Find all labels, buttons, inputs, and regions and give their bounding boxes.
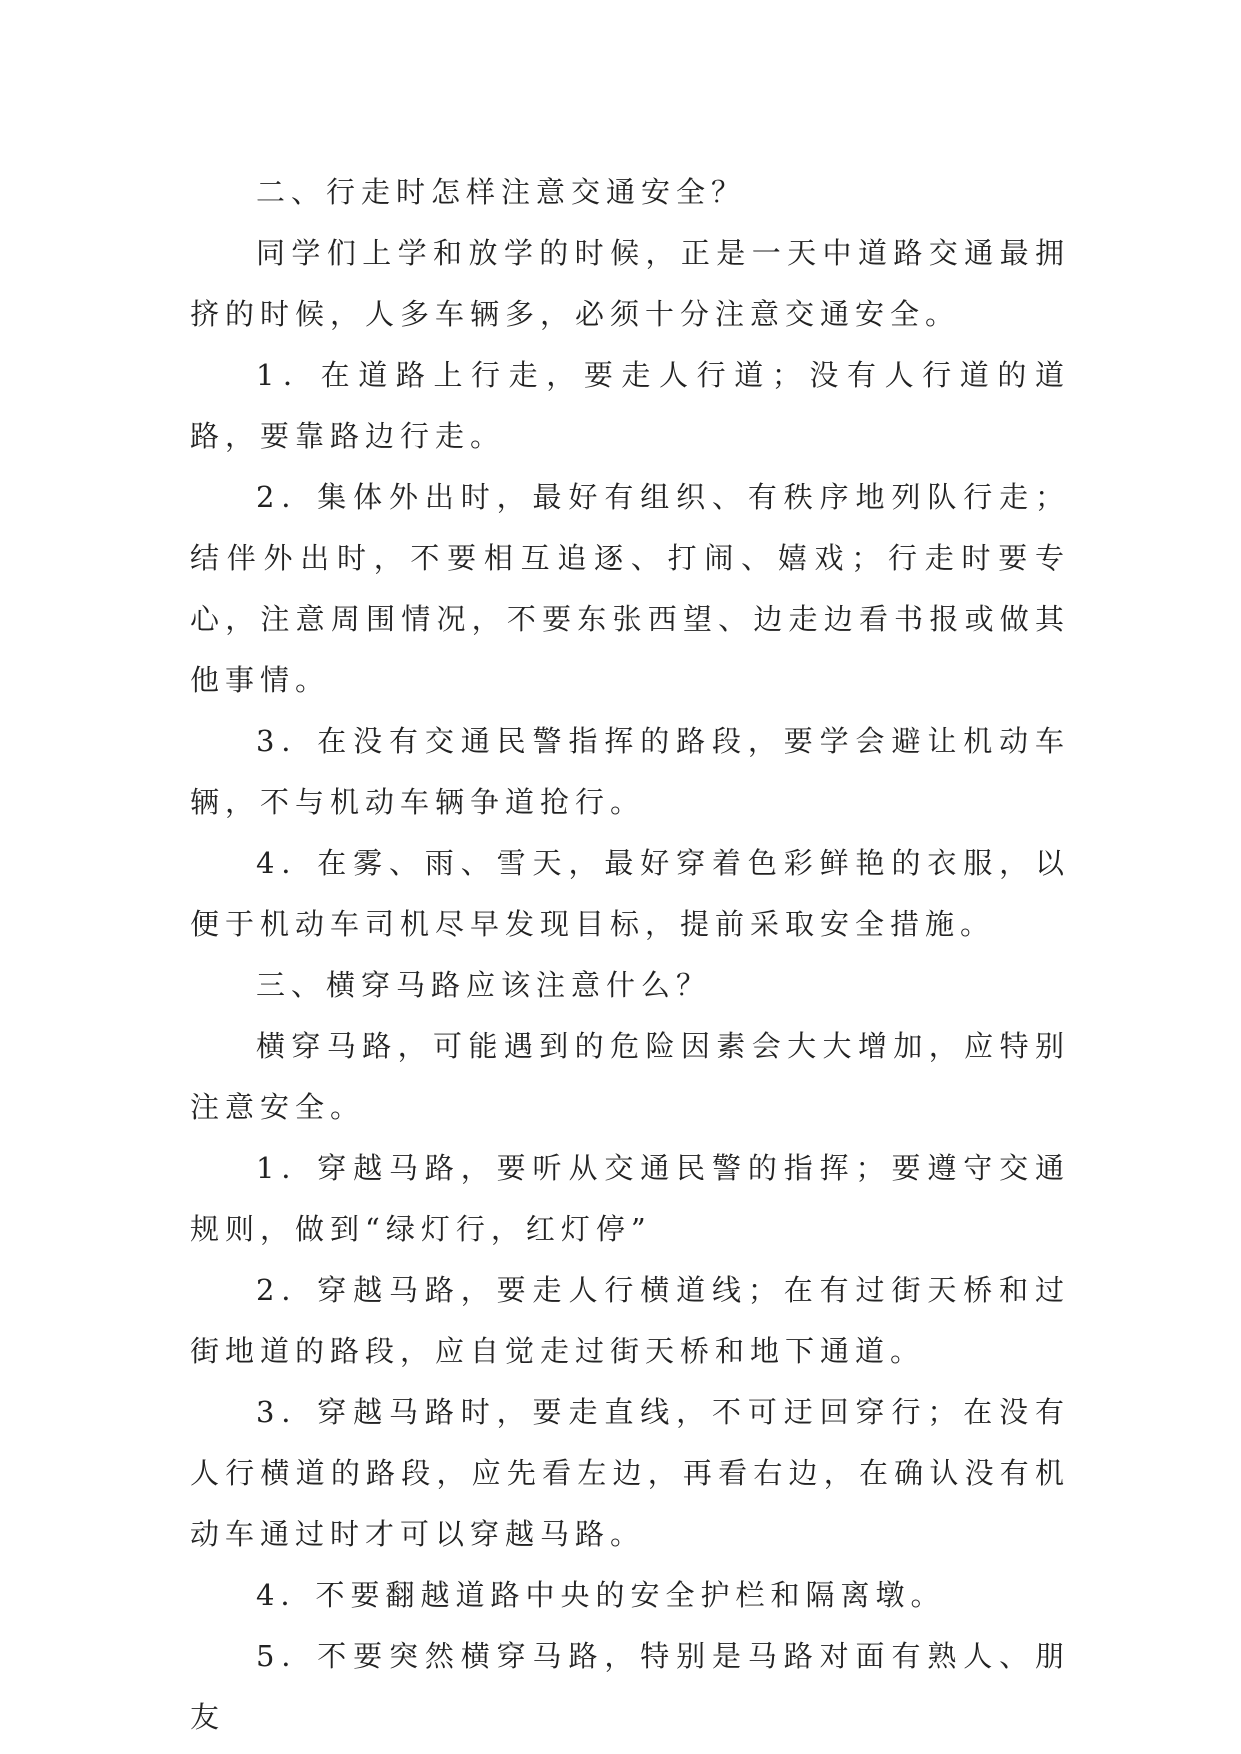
list-item-walking-2: 2．集体外出时，最好有组织、有秩序地列队行走；结伴外出时，不要相互追逐、打闹、嬉戏；行走时要专心，注意周围情况，不要东张西望、边走边看书报或做其他事情。 [190,480,1070,697]
paragraph-intro-walking: 同学们上学和放学的时候，正是一天中道路交通最拥挤的时候，人多车辆多，必须十分注意交通安全。 [190,236,1070,331]
document-body [190,162,1070,1748]
list-item-crossing-5: 5．不要突然横穿马路，特别是马路对面有熟人、朋友 [190,1639,1070,1734]
list-item-crossing-2: 2．穿越马路，要走人行横道线；在有过街天桥和过街地道的路段，应自觉走过街天桥和地下通道。 [190,1273,1070,1368]
list-item-walking-4: 4．在雾、雨、雪天，最好穿着色彩鲜艳的衣服，以便于机动车司机尽早发现目标，提前采取安全措施。 [190,846,1070,941]
list-item-walking-3: 3．在没有交通民警指挥的路段，要学会避让机动车辆，不与机动车辆争道抢行。 [190,724,1070,819]
list-item-crossing-1: 1．穿越马路，要听从交通民警的指挥；要遵守交通规则，做到“绿灯行，红灯停” [190,1151,1070,1246]
section-heading-crossing-road: 三、横穿马路应该注意什么？ [256,968,712,1002]
list-item-crossing-4: 4．不要翻越道路中央的安全护栏和隔离墩。 [256,1578,946,1612]
list-item-crossing-3: 3．穿越马路时，要走直线，不可迂回穿行；在没有人行横道的路段，应先看左边，再看右边，在确认没有机动车通过时才可以穿越马路。 [190,1395,1070,1551]
section-heading-walking-safety: 二、行走时怎样注意交通安全？ [256,175,747,209]
paragraph-intro-crossing: 横穿马路，可能遇到的危险因素会大大增加，应特别注意安全。 [190,1029,1070,1124]
list-item-walking-1: 1．在道路上行走，要走人行道；没有人行道的道路，要靠路边行走。 [190,358,1070,453]
